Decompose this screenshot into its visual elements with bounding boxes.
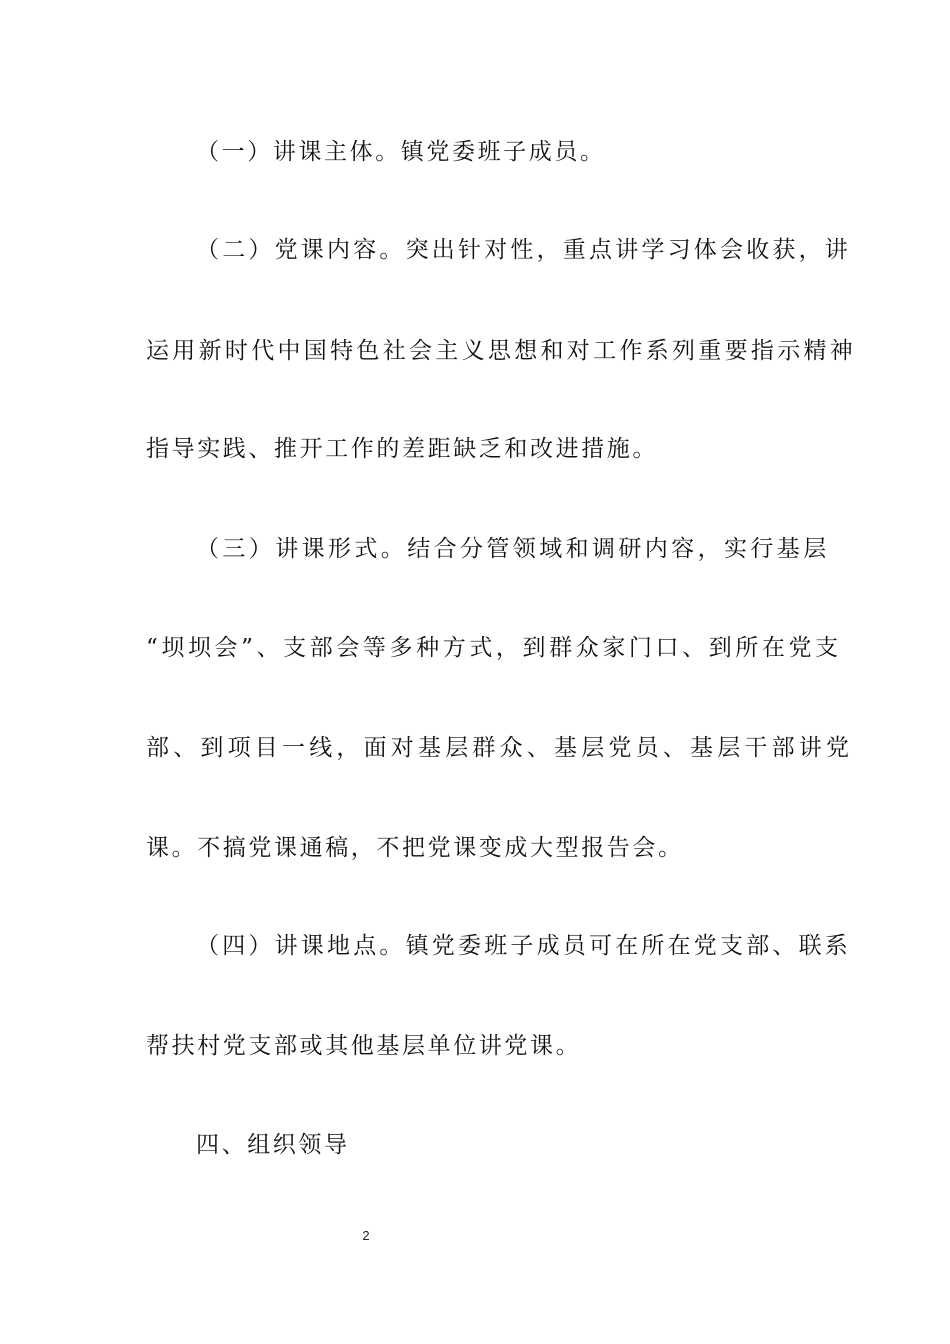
paragraph-content-line-3: 指导实践、推开工作的差距缺乏和改进措施。 <box>146 436 658 462</box>
paragraph-format-line-1: （三）讲课形式。结合分管领域和调研内容，实行基层 <box>196 536 830 562</box>
paragraph-content-line-1: （二）党课内容。突出针对性，重点讲学习体会收获，讲 <box>196 237 851 263</box>
paragraph-location-line-1: （四）讲课地点。镇党委班子成员可在所在党支部、联系 <box>196 933 851 959</box>
page-number: 2 <box>362 1228 370 1243</box>
paragraph-location-line-2: 帮扶村党支部或其他基层单位讲党课。 <box>146 1033 582 1059</box>
section-heading-organization: 四、组织领导 <box>196 1132 350 1158</box>
paragraph-content-line-2: 运用新时代中国特色社会主义思想和对工作系列重要指示精神 <box>146 338 857 364</box>
paragraph-format-line-2: “坝坝会”、支部会等多种方式，到群众家门口、到所在党支 <box>146 635 842 661</box>
paragraph-speaker: （一）讲课主体。镇党委班子成员。 <box>196 139 606 165</box>
paragraph-format-line-4: 课。不搞党课通稿，不把党课变成大型报告会。 <box>146 835 684 861</box>
paragraph-format-line-3: 部、到项目一线，面对基层群众、基层党员、基层干部讲党 <box>146 735 854 761</box>
